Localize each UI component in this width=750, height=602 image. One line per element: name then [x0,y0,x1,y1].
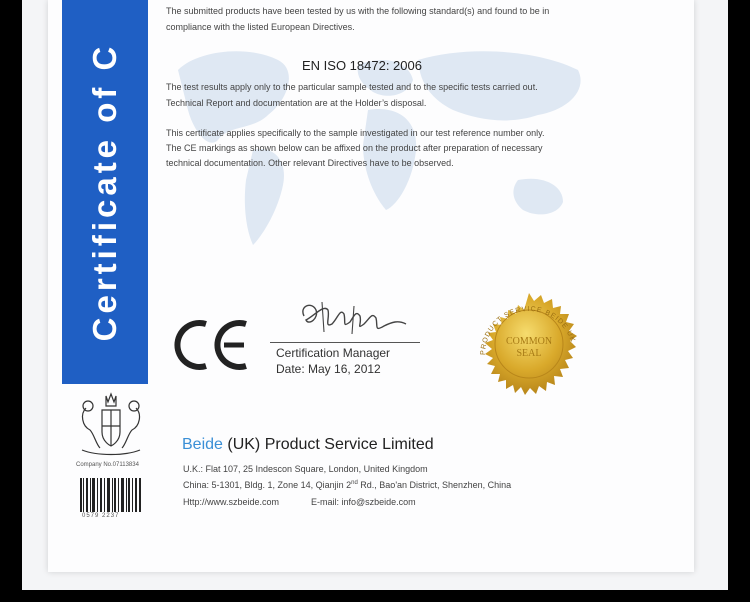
seal-outer-text: PRODUCT SERVICE BEIDE UK [479,305,577,356]
para2-line-2: Technical Report and documentation are at the Holder’s disposal. [166,98,427,108]
china-address-superscript: nd [351,480,358,486]
gold-common-seal [466,292,592,418]
barcode-icon [80,478,142,514]
para3-line-1: This certificate applies specifically to the sample investigated in our test reference number only. [166,128,545,138]
company-number: Company No.07113834 [76,462,139,468]
company-email: E-mail: info@szbeide.com [311,497,416,507]
china-address [183,480,511,490]
seal-center-line-2: SEAL [516,348,542,359]
para3-line-3: technical documentation. Other relevant Directives have to be observed. [166,158,454,168]
intro-line-2: compliance with the listed European Directives. [166,22,355,32]
manager-signature [294,296,414,340]
company-brand: Beide [182,436,223,453]
ce-mark-logo [172,316,252,374]
standard-reference: EN ISO 18472: 2006 [302,58,422,73]
intro-line-1: The submitted products have been tested by us with the following standard(s) and found to be in [166,6,550,16]
company-website: Http://www.szbeide.com [183,497,280,507]
royal-coat-of-arms-icon [72,388,150,460]
issue-date: Date: May 16, 2012 [276,362,381,376]
signature-line [270,342,420,343]
para3-line-2: The CE markings as shown below can be affixed on the product after preparation of necessary [166,143,543,153]
manager-block [276,345,390,377]
uk-address: U.K.: Flat 107, 25 Indescon Square, London, United Kingdom [183,464,428,474]
para2-line-1: The test results apply only to the particular sample tested and to the specific tests carried out. [166,82,538,92]
company-name-rest: (UK) Product Service Limited [222,436,434,453]
manager-title: Certification Manager [276,346,391,360]
barcode-number: 0579 2237 [82,513,120,519]
china-address-start: China: 5-1301, Bldg. 1, Zone 14, Qianjin 2 [183,480,352,490]
certificate-title-vertical: Certificate of C [86,42,123,342]
seal-center-line-1: COMMON [505,336,553,347]
company-name [182,436,434,454]
china-address-end: Rd., Bao'an District, Shenzhen, China [357,480,512,490]
